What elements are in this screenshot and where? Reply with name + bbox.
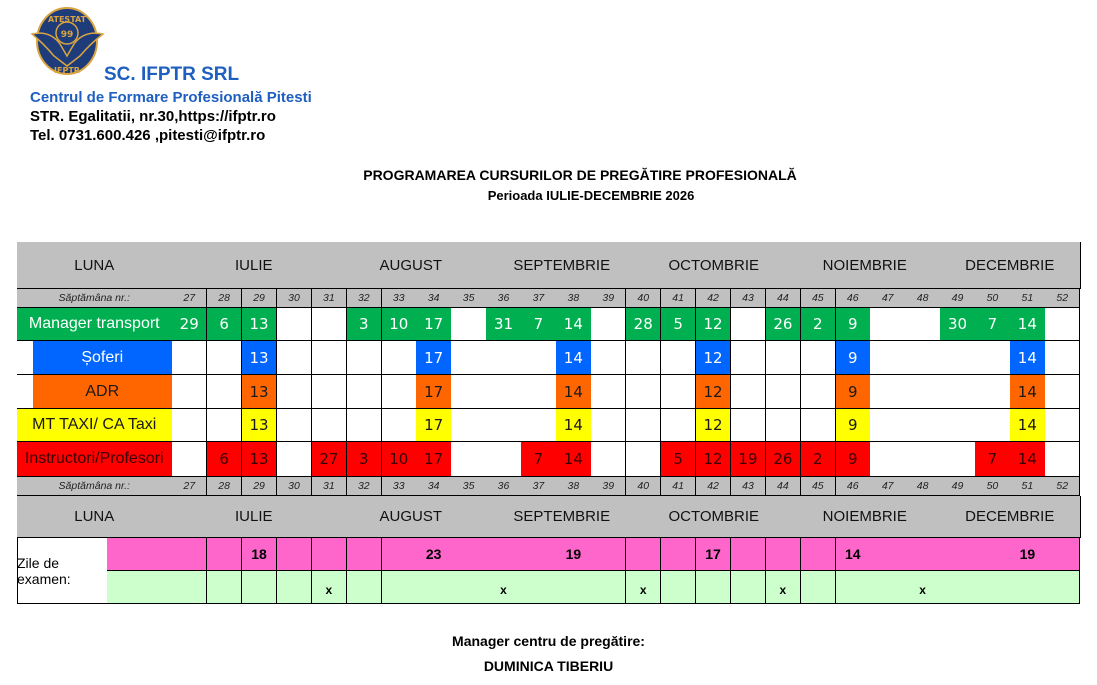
course-date-cell bbox=[905, 308, 940, 341]
course-date-cell: 10 bbox=[382, 308, 417, 341]
exam-mark-cell bbox=[277, 571, 312, 604]
week-number: 39 bbox=[591, 477, 626, 496]
exam-date-cell bbox=[347, 538, 382, 571]
exam-date-cell bbox=[626, 538, 661, 571]
exam-mark-cell bbox=[451, 571, 486, 604]
week-number: 29 bbox=[242, 289, 277, 308]
week-number: 35 bbox=[451, 477, 486, 496]
exam-mark-cell bbox=[172, 571, 207, 604]
course-date-cell bbox=[207, 341, 242, 375]
exam-date-cell bbox=[766, 538, 801, 571]
exam-date-cell: 17 bbox=[696, 538, 731, 571]
course-date-cell bbox=[731, 341, 766, 375]
week-number: 41 bbox=[661, 477, 696, 496]
exam-date-cell: 19 bbox=[556, 538, 591, 571]
week-number: 35 bbox=[451, 289, 486, 308]
course-date-cell: 14 bbox=[556, 308, 591, 341]
exam-date-cell bbox=[661, 538, 696, 571]
course-date-cell bbox=[207, 375, 242, 409]
course-date-cell bbox=[801, 409, 836, 442]
exam-date-cell bbox=[1045, 538, 1080, 571]
course-date-cell: 9 bbox=[836, 442, 871, 477]
course-date-cell: 9 bbox=[836, 375, 871, 409]
course-date-cell bbox=[661, 341, 696, 375]
month-header-noiembrie: NOIEMBRIE bbox=[790, 496, 941, 538]
signature-name: DUMINICA TIBERIU bbox=[483, 658, 614, 674]
course-date-cell: 14 bbox=[1010, 442, 1045, 477]
course-date-cell: 10 bbox=[382, 442, 417, 477]
course-date-cell bbox=[277, 442, 312, 477]
week-number: 52 bbox=[1045, 289, 1080, 308]
course-date-cell: 19 bbox=[731, 442, 766, 477]
exam-mark-spacer bbox=[107, 571, 173, 604]
course-date-cell: 30 bbox=[940, 308, 975, 341]
course-date-cell bbox=[905, 442, 940, 477]
exam-mark-cell bbox=[556, 571, 591, 604]
exam-mark-cell bbox=[1010, 571, 1045, 604]
course-date-cell bbox=[626, 442, 661, 477]
month-header-august: AUGUST bbox=[336, 496, 487, 538]
exam-date-spacer bbox=[107, 538, 173, 571]
exam-mark-cell bbox=[347, 571, 382, 604]
course-date-cell: 12 bbox=[696, 375, 731, 409]
month-header-decembrie: DECEMBRIE bbox=[940, 242, 1081, 289]
week-number: 45 bbox=[801, 289, 836, 308]
course-date-cell bbox=[975, 375, 1010, 409]
luna-header: LUNA bbox=[17, 242, 173, 289]
week-number: 44 bbox=[766, 289, 801, 308]
exam-mark-cell bbox=[591, 571, 626, 604]
course-date-cell bbox=[347, 341, 382, 375]
course-date-cell bbox=[766, 409, 801, 442]
course-date-cell bbox=[486, 442, 521, 477]
course-date-cell bbox=[870, 308, 905, 341]
row-indent bbox=[17, 375, 34, 409]
course-date-cell bbox=[661, 375, 696, 409]
course-date-cell: 14 bbox=[556, 341, 591, 375]
exam-date-cell: 14 bbox=[836, 538, 871, 571]
week-number: 42 bbox=[696, 289, 731, 308]
exam-date-cell bbox=[521, 538, 556, 571]
course-date-cell: 13 bbox=[242, 442, 277, 477]
week-number: 31 bbox=[312, 289, 347, 308]
course-date-cell bbox=[277, 409, 312, 442]
week-number: 28 bbox=[207, 477, 242, 496]
week-number: 43 bbox=[731, 477, 766, 496]
svg-text:IFPTR: IFPTR bbox=[54, 66, 80, 75]
week-number: 32 bbox=[347, 477, 382, 496]
course-date-cell: 17 bbox=[416, 409, 451, 442]
course-date-cell: 26 bbox=[766, 308, 801, 341]
week-number: 42 bbox=[696, 477, 731, 496]
contact-info: Tel. 0731.600.426 ,pitesti@ifptr.ro bbox=[30, 127, 266, 144]
course-date-cell bbox=[870, 341, 905, 375]
course-date-cell bbox=[870, 375, 905, 409]
course-date-cell: 12 bbox=[696, 409, 731, 442]
course-date-cell bbox=[277, 341, 312, 375]
course-date-cell: 7 bbox=[975, 442, 1010, 477]
exam-mark-cell bbox=[521, 571, 556, 604]
course-date-cell: 9 bbox=[836, 341, 871, 375]
course-date-cell bbox=[905, 375, 940, 409]
svg-text:ATESTAT: ATESTAT bbox=[47, 15, 87, 24]
course-date-cell bbox=[347, 409, 382, 442]
course-date-cell bbox=[731, 308, 766, 341]
week-number: 50 bbox=[975, 477, 1010, 496]
course-date-cell bbox=[486, 341, 521, 375]
week-number: 40 bbox=[626, 477, 661, 496]
exam-mark-cell: x bbox=[486, 571, 521, 604]
week-label: Săptămâna nr.: bbox=[17, 289, 173, 308]
week-number: 38 bbox=[556, 477, 591, 496]
course-date-cell: 26 bbox=[766, 442, 801, 477]
week-number: 36 bbox=[486, 477, 521, 496]
week-number: 47 bbox=[870, 477, 905, 496]
course-date-cell bbox=[312, 308, 347, 341]
exam-mark-cell bbox=[696, 571, 731, 604]
week-number: 46 bbox=[836, 477, 871, 496]
course-date-cell bbox=[940, 409, 975, 442]
exam-mark-cell bbox=[975, 571, 1010, 604]
course-date-cell: 9 bbox=[836, 308, 871, 341]
company-name: SC. IFPTR SRL bbox=[104, 64, 240, 85]
week-number: 28 bbox=[207, 289, 242, 308]
course-date-cell: 14 bbox=[556, 375, 591, 409]
course-date-cell: 17 bbox=[416, 375, 451, 409]
row-indent bbox=[17, 341, 34, 375]
course-date-cell bbox=[940, 341, 975, 375]
week-number: 37 bbox=[521, 477, 556, 496]
course-date-cell bbox=[277, 375, 312, 409]
week-number: 29 bbox=[242, 477, 277, 496]
course-date-cell: 12 bbox=[696, 308, 731, 341]
week-number: 30 bbox=[277, 289, 312, 308]
exam-date-cell bbox=[172, 538, 207, 571]
exam-mark-cell: x bbox=[312, 571, 347, 604]
company-logo bbox=[30, 4, 105, 81]
svg-text:99: 99 bbox=[60, 30, 74, 40]
course-date-cell bbox=[591, 341, 626, 375]
course-date-cell bbox=[1045, 308, 1080, 341]
course-date-cell bbox=[905, 409, 940, 442]
exam-mark-cell bbox=[1045, 571, 1080, 604]
exam-date-cell: 18 bbox=[242, 538, 277, 571]
week-number: 31 bbox=[312, 477, 347, 496]
week-number: 48 bbox=[905, 477, 940, 496]
signature-role: Manager centru de pregătire: bbox=[452, 633, 645, 649]
course-date-cell: 2 bbox=[801, 308, 836, 341]
course-date-cell bbox=[870, 442, 905, 477]
course-date-cell bbox=[382, 409, 417, 442]
exam-date-cell bbox=[905, 538, 940, 571]
luna-header-bottom: LUNA bbox=[17, 496, 173, 538]
course-date-cell: 17 bbox=[416, 308, 451, 341]
course-label-mt-taxi-ca-taxi: MT TAXI/ CA Taxi bbox=[17, 409, 173, 442]
course-date-cell bbox=[451, 375, 486, 409]
course-date-cell bbox=[870, 409, 905, 442]
course-date-cell: 29 bbox=[172, 308, 207, 341]
course-date-cell bbox=[1045, 341, 1080, 375]
week-number: 51 bbox=[1010, 477, 1045, 496]
exam-mark-cell bbox=[801, 571, 836, 604]
month-header-octombrie: OCTOMBRIE bbox=[638, 242, 791, 289]
course-label-manager-transport: Manager transport bbox=[17, 308, 173, 341]
course-date-cell bbox=[591, 308, 626, 341]
course-date-cell bbox=[277, 308, 312, 341]
week-number: 34 bbox=[416, 477, 451, 496]
course-date-cell bbox=[975, 341, 1010, 375]
week-number: 27 bbox=[172, 477, 207, 496]
week-number: 45 bbox=[801, 477, 836, 496]
week-number: 37 bbox=[521, 289, 556, 308]
course-date-cell: 27 bbox=[312, 442, 347, 477]
exam-date-cell bbox=[940, 538, 975, 571]
week-number: 49 bbox=[940, 289, 975, 308]
course-label-adr: ADR bbox=[33, 375, 173, 409]
course-date-cell: 7 bbox=[521, 442, 556, 477]
week-number: 36 bbox=[486, 289, 521, 308]
exam-mark-cell bbox=[242, 571, 277, 604]
week-number: 34 bbox=[416, 289, 451, 308]
course-date-cell bbox=[1045, 442, 1080, 477]
exam-mark-cell bbox=[382, 571, 417, 604]
course-date-cell: 9 bbox=[836, 409, 871, 442]
course-date-cell: 3 bbox=[347, 308, 382, 341]
course-date-cell: 17 bbox=[416, 341, 451, 375]
course-date-cell bbox=[940, 375, 975, 409]
exam-date-cell bbox=[382, 538, 417, 571]
course-date-cell bbox=[801, 375, 836, 409]
exam-date-cell bbox=[801, 538, 836, 571]
week-number: 43 bbox=[731, 289, 766, 308]
course-date-cell: 12 bbox=[696, 341, 731, 375]
course-date-cell bbox=[312, 409, 347, 442]
course-date-cell bbox=[451, 341, 486, 375]
course-date-cell bbox=[975, 409, 1010, 442]
course-date-cell bbox=[172, 341, 207, 375]
course-date-cell bbox=[451, 409, 486, 442]
month-header-septembrie: SEPTEMBRIE bbox=[486, 496, 639, 538]
exam-date-cell bbox=[731, 538, 766, 571]
course-date-cell bbox=[766, 341, 801, 375]
course-date-cell: 6 bbox=[207, 442, 242, 477]
course-date-cell bbox=[382, 375, 417, 409]
course-date-cell bbox=[731, 375, 766, 409]
course-date-cell bbox=[312, 341, 347, 375]
course-date-cell bbox=[521, 375, 556, 409]
course-date-cell bbox=[591, 409, 626, 442]
address: STR. Egalitatii, nr.30,https://ifptr.ro bbox=[30, 108, 276, 125]
course-date-cell bbox=[940, 442, 975, 477]
exam-days-label: Zile de examen: bbox=[17, 538, 108, 604]
month-header-august: AUGUST bbox=[336, 242, 487, 289]
exam-mark-cell: x bbox=[626, 571, 661, 604]
course-date-cell: 14 bbox=[1010, 375, 1045, 409]
course-date-cell: 13 bbox=[242, 409, 277, 442]
week-number: 49 bbox=[940, 477, 975, 496]
course-date-cell bbox=[486, 375, 521, 409]
month-header-noiembrie: NOIEMBRIE bbox=[790, 242, 941, 289]
exam-date-cell bbox=[870, 538, 905, 571]
course-date-cell: 14 bbox=[556, 442, 591, 477]
week-number: 39 bbox=[591, 289, 626, 308]
week-number: 46 bbox=[836, 289, 871, 308]
exam-mark-cell bbox=[940, 571, 975, 604]
course-date-cell bbox=[626, 409, 661, 442]
course-date-cell: 31 bbox=[486, 308, 521, 341]
course-date-cell bbox=[591, 442, 626, 477]
document-title: PROGRAMAREA CURSURILOR DE PREGĂTIRE PROFESIONALĂ bbox=[363, 167, 797, 183]
course-date-cell: 17 bbox=[416, 442, 451, 477]
course-date-cell bbox=[312, 375, 347, 409]
exam-mark-cell bbox=[661, 571, 696, 604]
center-name: Centrul de Formare Profesională Pitesti bbox=[30, 89, 312, 106]
course-date-cell: 7 bbox=[521, 308, 556, 341]
course-date-cell bbox=[801, 341, 836, 375]
week-number: 33 bbox=[382, 289, 417, 308]
course-date-cell bbox=[521, 341, 556, 375]
week-number: 38 bbox=[556, 289, 591, 308]
week-number: 40 bbox=[626, 289, 661, 308]
course-date-cell: 28 bbox=[626, 308, 661, 341]
course-date-cell bbox=[661, 409, 696, 442]
exam-mark-cell bbox=[207, 571, 242, 604]
course-date-cell bbox=[626, 341, 661, 375]
exam-mark-cell: x bbox=[766, 571, 801, 604]
course-date-cell: 2 bbox=[801, 442, 836, 477]
week-number: 33 bbox=[382, 477, 417, 496]
week-number: 27 bbox=[172, 289, 207, 308]
course-label-șoferi: Șoferi bbox=[33, 341, 173, 375]
course-date-cell bbox=[451, 442, 486, 477]
course-date-cell bbox=[766, 375, 801, 409]
course-date-cell bbox=[731, 409, 766, 442]
week-number: 32 bbox=[347, 289, 382, 308]
course-date-cell bbox=[207, 409, 242, 442]
month-header-decembrie: DECEMBRIE bbox=[940, 496, 1081, 538]
course-date-cell bbox=[591, 375, 626, 409]
document-period: Perioada IULIE-DECEMBRIE 2026 bbox=[487, 188, 695, 203]
course-date-cell bbox=[347, 375, 382, 409]
course-date-cell bbox=[172, 375, 207, 409]
week-number: 52 bbox=[1045, 477, 1080, 496]
exam-date-cell bbox=[312, 538, 347, 571]
month-header-iulie: IULIE bbox=[172, 242, 337, 289]
course-date-cell: 7 bbox=[975, 308, 1010, 341]
course-date-cell bbox=[382, 341, 417, 375]
exam-mark-cell: x bbox=[905, 571, 940, 604]
exam-mark-cell bbox=[836, 571, 871, 604]
week-number: 47 bbox=[870, 289, 905, 308]
course-date-cell bbox=[486, 409, 521, 442]
exam-date-cell: 23 bbox=[416, 538, 451, 571]
exam-date-cell bbox=[975, 538, 1010, 571]
course-date-cell bbox=[451, 308, 486, 341]
week-number: 50 bbox=[975, 289, 1010, 308]
course-date-cell bbox=[1045, 409, 1080, 442]
exam-date-cell bbox=[207, 538, 242, 571]
course-date-cell: 14 bbox=[1010, 308, 1045, 341]
course-date-cell bbox=[905, 341, 940, 375]
course-date-cell: 13 bbox=[242, 308, 277, 341]
exam-mark-cell bbox=[731, 571, 766, 604]
course-label-instructori-profesori: Instructori/Profesori bbox=[17, 442, 173, 477]
week-number: 44 bbox=[766, 477, 801, 496]
course-date-cell bbox=[172, 409, 207, 442]
course-date-cell: 13 bbox=[242, 375, 277, 409]
course-date-cell: 12 bbox=[696, 442, 731, 477]
month-header-octombrie: OCTOMBRIE bbox=[638, 496, 791, 538]
month-header-septembrie: SEPTEMBRIE bbox=[486, 242, 639, 289]
course-date-cell bbox=[172, 442, 207, 477]
course-date-cell bbox=[626, 375, 661, 409]
course-date-cell: 14 bbox=[556, 409, 591, 442]
course-date-cell: 14 bbox=[1010, 341, 1045, 375]
course-date-cell bbox=[521, 409, 556, 442]
course-date-cell bbox=[1045, 375, 1080, 409]
exam-mark-cell bbox=[870, 571, 905, 604]
exam-date-cell bbox=[277, 538, 312, 571]
week-number: 30 bbox=[277, 477, 312, 496]
course-date-cell: 13 bbox=[242, 341, 277, 375]
course-schedule-table bbox=[17, 242, 1081, 604]
exam-date-cell bbox=[591, 538, 626, 571]
week-number: 51 bbox=[1010, 289, 1045, 308]
week-number: 48 bbox=[905, 289, 940, 308]
exam-mark-cell bbox=[416, 571, 451, 604]
week-label-bottom: Săptămâna nr.: bbox=[17, 477, 173, 496]
exam-date-cell bbox=[486, 538, 521, 571]
course-date-cell: 5 bbox=[661, 442, 696, 477]
month-header-iulie: IULIE bbox=[172, 496, 337, 538]
exam-date-cell: 19 bbox=[1010, 538, 1045, 571]
week-number: 41 bbox=[661, 289, 696, 308]
course-date-cell: 14 bbox=[1010, 409, 1045, 442]
course-date-cell: 5 bbox=[661, 308, 696, 341]
course-date-cell: 3 bbox=[347, 442, 382, 477]
course-date-cell: 6 bbox=[207, 308, 242, 341]
exam-date-cell bbox=[451, 538, 486, 571]
